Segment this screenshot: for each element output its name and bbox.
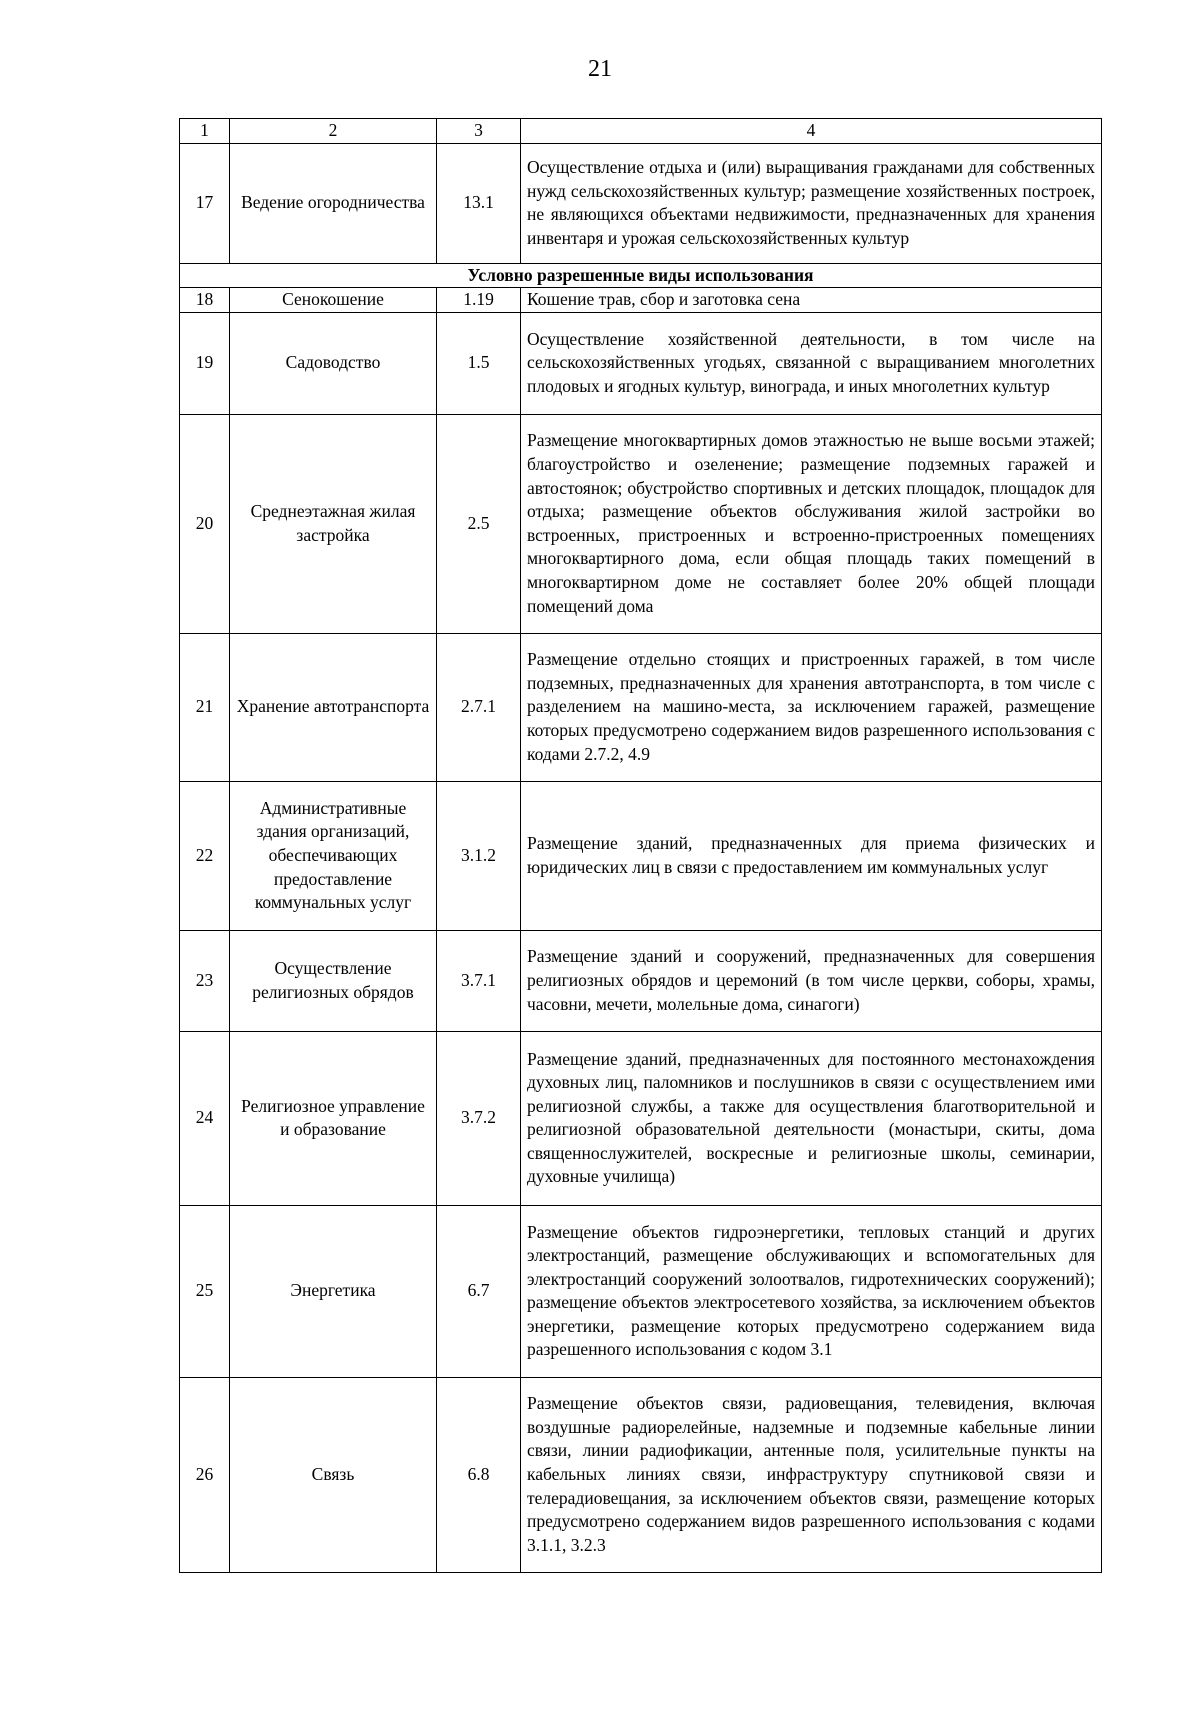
- table-row: [180, 1377, 1102, 1572]
- page-number: 21: [588, 56, 612, 82]
- row-number: 17: [180, 143, 230, 263]
- row-number: 25: [180, 1205, 230, 1377]
- table-row: [180, 930, 1102, 1031]
- table-row: [180, 1031, 1102, 1205]
- table-row: [180, 312, 1102, 414]
- row-number: 18: [180, 288, 230, 313]
- use-type-description: Осуществление отдыха и (или) выращивания гражданами для собственных нужд сельскохозяйственных культур; размещение хозяйственных построек, не являющихся объектами недвижимости, предназначенных для хранения инвентаря и урожая сельскохозяйственных культур: [521, 143, 1102, 263]
- row-number: 19: [180, 312, 230, 414]
- use-type-code: 13.1: [437, 143, 521, 263]
- use-type-name: Сенокошение: [230, 288, 437, 313]
- land-use-table: [179, 118, 1102, 1573]
- use-type-name: Осуществление религиозных обрядов: [230, 930, 437, 1031]
- column-header-4: 4: [521, 119, 1102, 144]
- use-type-description: Осуществление хозяйственной деятельности, в том числе на сельскохозяйственных угодьях, связанной с выращиванием многолетних плодовых и ягодных культур, винограда, и иных многолетних культур: [521, 312, 1102, 414]
- use-type-name: Энергетика: [230, 1205, 437, 1377]
- use-type-description: Кошение трав, сбор и заготовка сена: [521, 288, 1102, 313]
- use-type-code: 2.5: [437, 414, 521, 633]
- row-number: 20: [180, 414, 230, 633]
- row-number: 21: [180, 633, 230, 781]
- row-number: 26: [180, 1377, 230, 1572]
- use-type-code: 1.5: [437, 312, 521, 414]
- use-type-description: Размещение зданий, предназначенных для приема физических и юридических лиц в связи с предоставлением им коммунальных услуг: [521, 781, 1102, 930]
- use-type-name: Ведение огородничества: [230, 143, 437, 263]
- row-number: 22: [180, 781, 230, 930]
- use-type-code: 3.1.2: [437, 781, 521, 930]
- use-type-name: Связь: [230, 1377, 437, 1572]
- use-type-code: 2.7.1: [437, 633, 521, 781]
- row-number: 24: [180, 1031, 230, 1205]
- use-type-name: Религиозное управление и образование: [230, 1031, 437, 1205]
- column-header-1: 1: [180, 119, 230, 144]
- column-header-2: 2: [230, 119, 437, 144]
- use-type-code: 3.7.1: [437, 930, 521, 1031]
- use-type-name: Среднеэтажная жилая застройка: [230, 414, 437, 633]
- use-type-description: Размещение объектов связи, радиовещания, телевидения, включая воздушные радиорелейные, надземные и подземные кабельные линии связи, линии радиофикации, антенные поля, усилительные пункты на кабельных линиях связи, инфраструктуру спутниковой связи и телерадиовещания, за исключением объектов связи, размещение которых предусмотрено содержанием видов разрешенного использования с кодами 3.1.1, 3.2.3: [521, 1377, 1102, 1572]
- use-type-name: Административные здания организаций, обеспечивающих предоставление коммунальных услуг: [230, 781, 437, 930]
- use-type-name: Хранение автотранспорта: [230, 633, 437, 781]
- row-number: 23: [180, 930, 230, 1031]
- use-type-code: 6.7: [437, 1205, 521, 1377]
- use-type-code: 1.19: [437, 288, 521, 313]
- use-type-code: 6.8: [437, 1377, 521, 1572]
- table-row: [180, 1205, 1102, 1377]
- use-type-description: Размещение зданий и сооружений, предназначенных для совершения религиозных обрядов и церемоний (в том числе церкви, соборы, храмы, часовни, мечети, молельные дома, синагоги): [521, 930, 1102, 1031]
- use-type-code: 3.7.2: [437, 1031, 521, 1205]
- column-header-3: 3: [437, 119, 521, 144]
- table-row: [180, 288, 1102, 313]
- table-row: [180, 633, 1102, 781]
- table-row: [180, 143, 1102, 263]
- table-header-row: [180, 119, 1102, 144]
- use-type-name: Садоводство: [230, 312, 437, 414]
- section-title: Условно разрешенные виды использования: [180, 263, 1102, 288]
- use-type-description: Размещение многоквартирных домов этажностью не выше восьми этажей; благоустройство и озеленение; размещение подземных гаражей и автостоянок; обустройство спортивных и детских площадок, площадок для отдыха; размещение объектов обслуживания жилой застройки во встроенных, пристроенных и встроенно-пристроенных помещениях многоквартирного дома, если общая площадь таких помещений в многоквартирном доме не составляет более 20% общей площади помещений дома: [521, 414, 1102, 633]
- use-type-description: Размещение отдельно стоящих и пристроенных гаражей, в том числе подземных, предназначенных для хранения автотранспорта, в том числе с разделением на машино-места, за исключением гаражей, размещение которых предусмотрено содержанием видов разрешенного использования с кодами 2.7.2, 4.9: [521, 633, 1102, 781]
- use-type-description: Размещение объектов гидроэнергетики, тепловых станций и других электростанций, размещение обслуживающих и вспомогательных для электростанций сооружений золоотвалов, гидротехнических сооружений); размещение объектов электросетевого хозяйства, за исключением объектов энергетики, размещение которых предусмотрено содержанием вида разрешенного использования с кодом 3.1: [521, 1205, 1102, 1377]
- table-row: [180, 414, 1102, 633]
- section-header-row: [180, 263, 1102, 288]
- table-row: [180, 781, 1102, 930]
- use-type-description: Размещение зданий, предназначенных для постоянного местонахождения духовных лиц, паломников и послушников в связи с осуществлением ими религиозной службы, а также для осуществления благотворительной и религиозной образовательной деятельности (монастыри, скиты, дома священнослужителей, воскресные и религиозные школы, семинарии, духовные училища): [521, 1031, 1102, 1205]
